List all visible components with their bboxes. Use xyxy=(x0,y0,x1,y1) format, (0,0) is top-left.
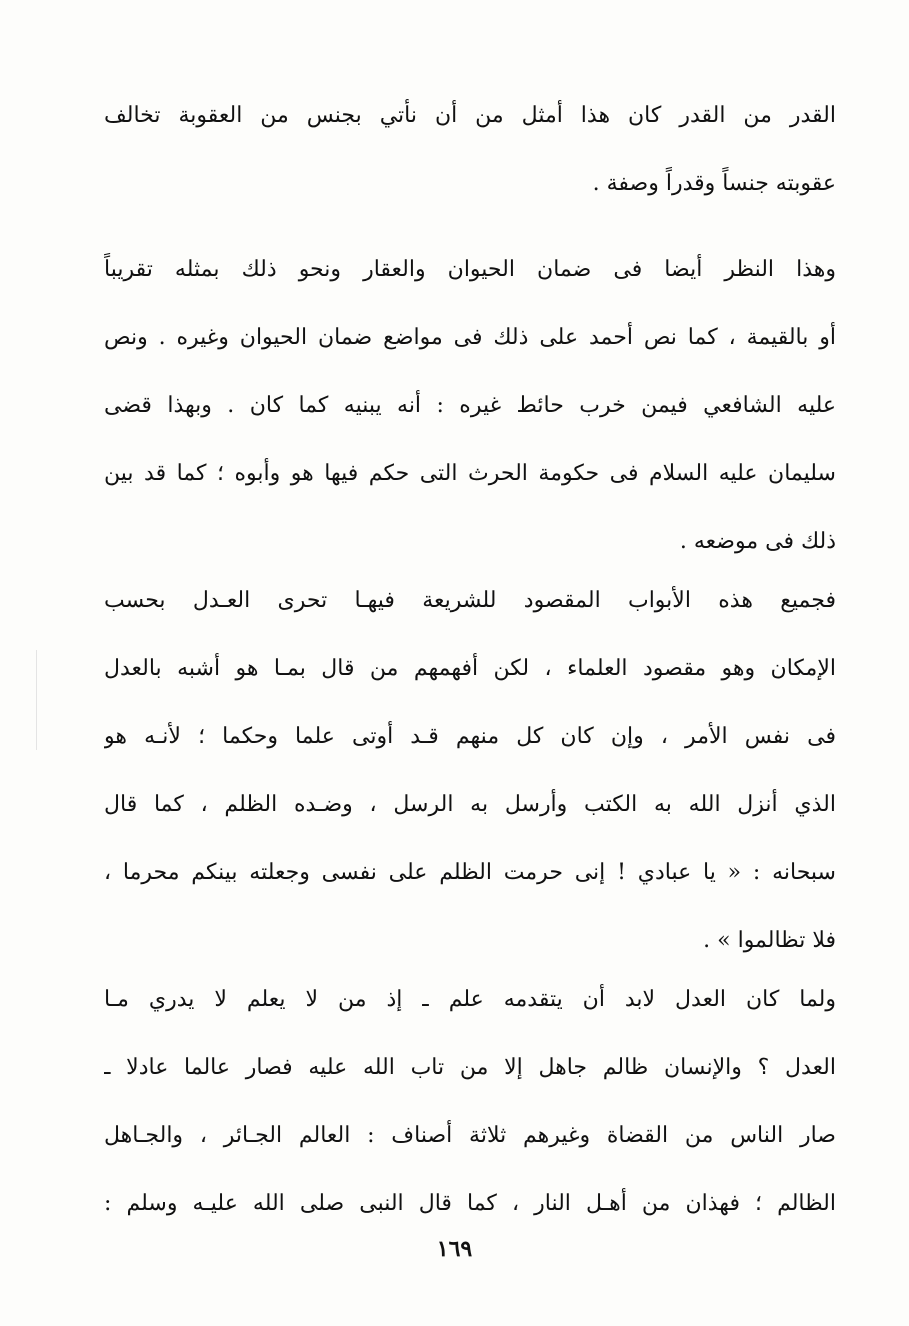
scan-margin-line xyxy=(36,650,37,750)
page-number: ١٦٩ xyxy=(436,1236,473,1262)
text-line: وهذا النظر أيضا فى ضمان الحيوان والعقار ونحو ذلك بمثله تقريباً xyxy=(104,257,836,282)
text-line: صار الناس من القضاة وغيرهم ثلاثة أصناف : العالم الجـائر ، والجـاهل xyxy=(104,1123,836,1148)
text-line: الظالم ؛ فهذان من أهـل النار ، كما قال النبى صلى الله عليـه وسلم : xyxy=(104,1191,836,1216)
text-line: فجميع هذه الأبواب المقصود للشريعة فيهـا تحرى العـدل بحسب xyxy=(104,588,836,613)
text-line: عقوبته جنساً وقدراً وصفة . xyxy=(592,171,836,196)
text-line: فى نفس الأمر ، وإن كان كل منهم قـد أوتى علما وحكما ؛ لأنـه هو xyxy=(104,724,836,749)
text-line: أو بالقيمة ، كما نص أحمد على ذلك فى مواضع ضمان الحيوان وغيره . ونص xyxy=(104,325,836,350)
paragraph-2 xyxy=(104,236,836,576)
text-line: ولما كان العدل لابد أن يتقدمه علم ـ إذ من لا يعلم لا يدري مـا xyxy=(104,987,836,1012)
text-line: سبحانه : « يا عبادي ! إنى حرمت الظلم على نفسى وجعلته بينكم محرما ، xyxy=(104,860,836,885)
text-line: ذلك فى موضعه . xyxy=(679,529,836,554)
text-line: سليمان عليه السلام فى حكومة الحرث التى حكم فيها هو وأبوه ؛ كما قد بين xyxy=(104,461,836,486)
text-line: العدل ؟ والإنسان ظالم جاهل إلا من تاب الله عليه فصار عالما عادلا ـ xyxy=(104,1055,836,1080)
paragraph-4 xyxy=(104,966,836,1238)
paragraph-1 xyxy=(104,82,836,218)
text-line: عليه الشافعي فيمن خرب حائط غيره : أنه يبنيه كما كان . وبهذا قضى xyxy=(104,393,836,418)
text-line: فلا تظالموا » . xyxy=(703,928,836,953)
text-line: القدر من القدر كان هذا أمثل من أن نأتي بجنس من العقوبة تخالف xyxy=(104,103,836,128)
text-line: الذي أنزل الله به الكتب وأرسل به الرسل ، وضـده الظلم ، كما قال xyxy=(104,792,836,817)
text-line: الإمكان وهو مقصود العلماء ، لكن أفهمهم من قال بمـا هو أشبه بالعدل xyxy=(104,656,836,681)
paragraph-3 xyxy=(104,567,836,975)
